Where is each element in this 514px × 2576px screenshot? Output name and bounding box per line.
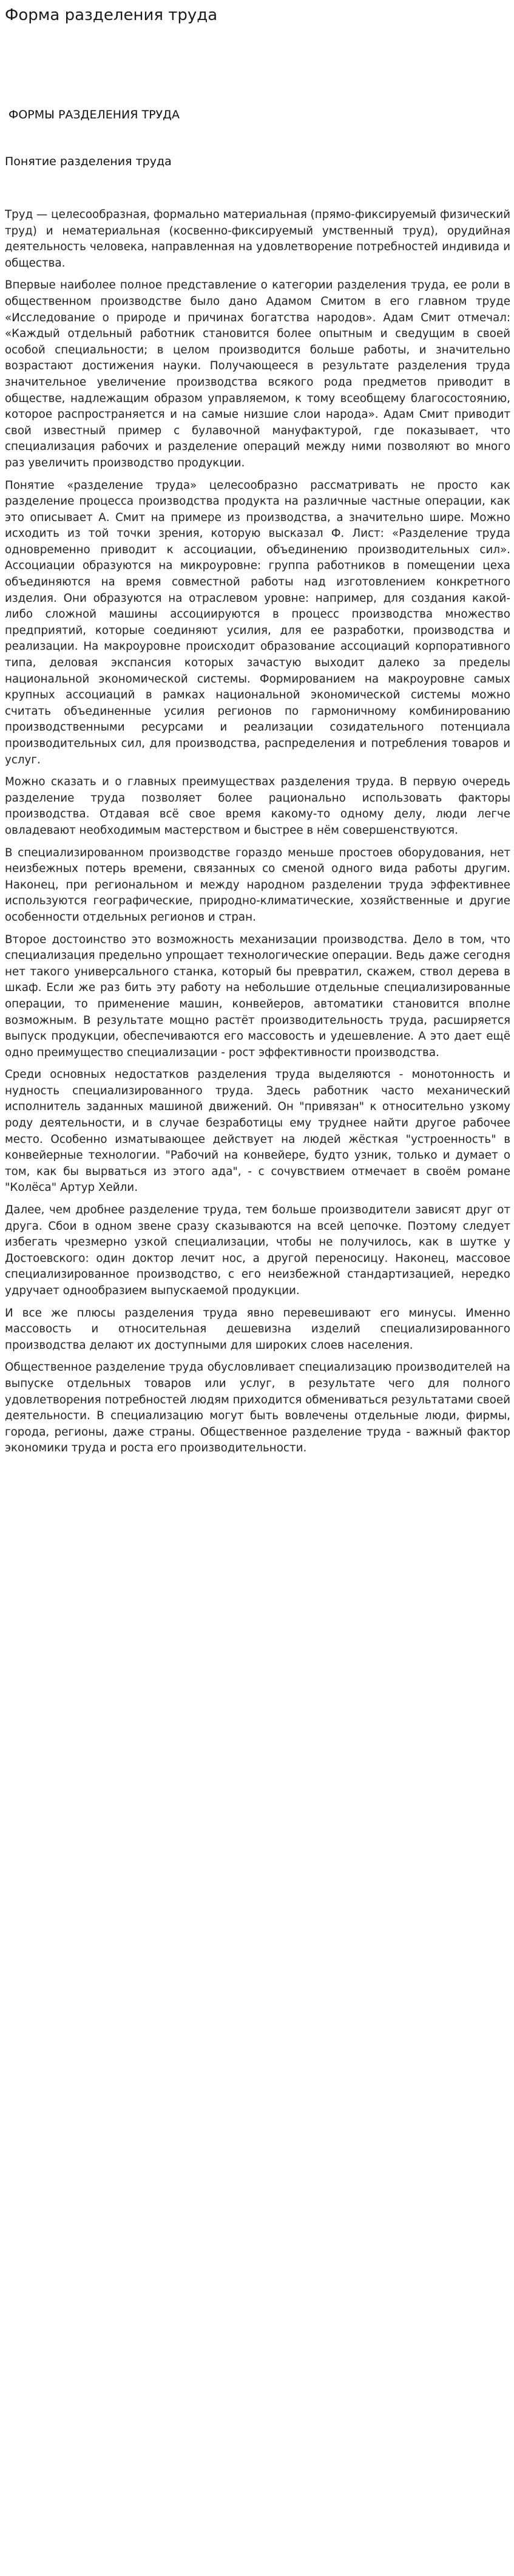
document (5, 0, 510, 1463)
paragraph: Труд — целесообразная, формально материальная (прямо-фиксируемый физический труд) и нематериальная (косвенно-фиксируемый умственный труд), орудийная деятельность человека, направленная на удовлетворение потребностей индивида и общества. (5, 208, 510, 270)
paragraph: Понятие «разделение труда» целесообразно рассматривать не просто как разделение процесса производства продукта на различные частные операции, как это описывает А. Смит на примере из производства, а значительно шире. Можно исходить из той точки зрения, которую высказал Ф. Лист: «Разделение труда одновременно приводит к ассоциации, объединению производительных сил». Ассоциации образуются на микроуровне: группа работников в помещении цеха объединяются на время совместной работы над изготовлением конкретного изделия. Они образуются на отраслевом уровне: например, для создания какой-либо сложной машины ассоциируются в процесс производства множество предприятий, которые соединяют усилия, для ее разработки, производства и реализации. На макроуровне происходит образование ассоциаций корпоративного типа, деловая экспансия которых зачастую выходит далеко за пределы национальной экономической системы. Формированием на макроуровне самых крупных ассоциаций в рамках национальной экономической системы можно считать объединенные усилия регионов по гармоничному комбинированию производственными ресурсами и реализации созидательного потенциала производительных сил, для производства, распределения и потребления товаров и услуг. (5, 479, 510, 766)
paragraph: В специализированном производстве гораздо меньше простоев оборудования, нет неизбежных потерь времени, связанных со сменой одного вида работы другим. Наконец, при региональном и между народном разделении труда эффективнее используются географические, природно-климатические, хозяйственные и другие особенности отдельных регионов и стран. (5, 846, 510, 924)
page-title: Форма разделения труда (5, 6, 218, 24)
paragraph: Среди основных недостатков разделения труда выделяются - монотонность и нудность специализированного труда. Здесь работник часто механический исполнитель заданных машиной движений. Он "привязан" к относительно узкому роду деятельности, и в случае безработицы ему труднее найти другое рабочее место. Особенно изматывающее действует на людей жёсткая "устроенность" в конвейерные технологии. "Рабочий на конвейере, будто узник, только и думает о том, как бы вырваться из этого ада", - с сочувствием отмечает в своём романе "Колёса" Артур Хейли. (5, 1068, 510, 1194)
paragraph: И все же плюсы разделения труда явно перевешивают его минусы. Именно массовость и относительная дешевизна изделий специализированного производства делают их доступными для широких слоев населения. (5, 1306, 510, 1352)
paragraph: Можно сказать и о главных преимуществах разделения труда. В первую очередь разделение труда позволяет более рационально использовать факторы производства. Отдавая всё свое время какому-то одному делу, люди легче овладевают необходимым мастерством и быстрее в нём совершенствуются. (5, 775, 510, 837)
body-text (5, 207, 510, 1457)
paragraph: Общественное разделение труда обусловливает специализацию производителей на выпуске отдельных товаров или услуг, в результате чего для полного удовлетворения потребностей людям приходится обмениваться результатами своей деятельности. В специализацию могут быть вовлечены отдельные люди, фирмы, города, регионы, даже страны. Общественное разделение труда - важный фактор экономики труда и роста его производительности. (5, 1361, 510, 1455)
sub-heading: Понятие разделения труда (5, 155, 172, 168)
paragraph: Впервые наиболее полное представление о категории разделения труда, ее роли в общественном производстве было дано Адамом Смитом в его главном труде «Исследование о природе и причинах богатства народов». Адам Смит отмечал: «Каждый отдельный работник становится более опытным и сведущим в своей особой специальности; в целом производится больше работы, и значительно возрастают достижения науки. Получающееся в результате разделения труда значительное увеличение производства всякого рода предметов приводит в обществе, надлежащим образом управляемом, к тому всеобщему благосостоянию, которое распространяется и на самые низшие слои народа». Адам Смит приводит свой известный пример с булавочной мануфактурой, где показывает, что специализация рабочих и разделение операций между ними позволяют во много раз увеличить производство продукции. (5, 279, 510, 469)
section-heading: ФОРМЫ РАЗДЕЛЕНИЯ ТРУДА (8, 108, 180, 121)
paragraph: Второе достоинство это возможность механизации производства. Дело в том, что специализация предельно упрощает технологические операции. Ведь даже сегодня нет такого универсального станка, который бы превратил, скажем, ствол дерева в шкаф. Если же раз бить эту работу на небольшие отдельные специализированные операции, то применение машин, конвейеров, автоматики становится вполне возможным. В результате мощно растёт производительность труда, расширяется выпуск продукции, обеспечиваются его массовость и удешевление. А это дает ещё одно преимущество специализации - рост эффективности производства. (5, 933, 510, 1059)
paragraph: Далее, чем дробнее разделение труда, тем больше производители зависят друг от друга. Сбои в одном звене сразу сказываются на всей цепочке. Поэтому следует избегать чрезмерно узкой специализации, чтобы не получилось, как в шутке у Достоевского: один доктор лечит нос, а другой переносицу. Наконец, массовое специализированное производство, с его неизбежной стандартизацией, нередко удручает однообразием выпускаемой продукции. (5, 1204, 510, 1297)
